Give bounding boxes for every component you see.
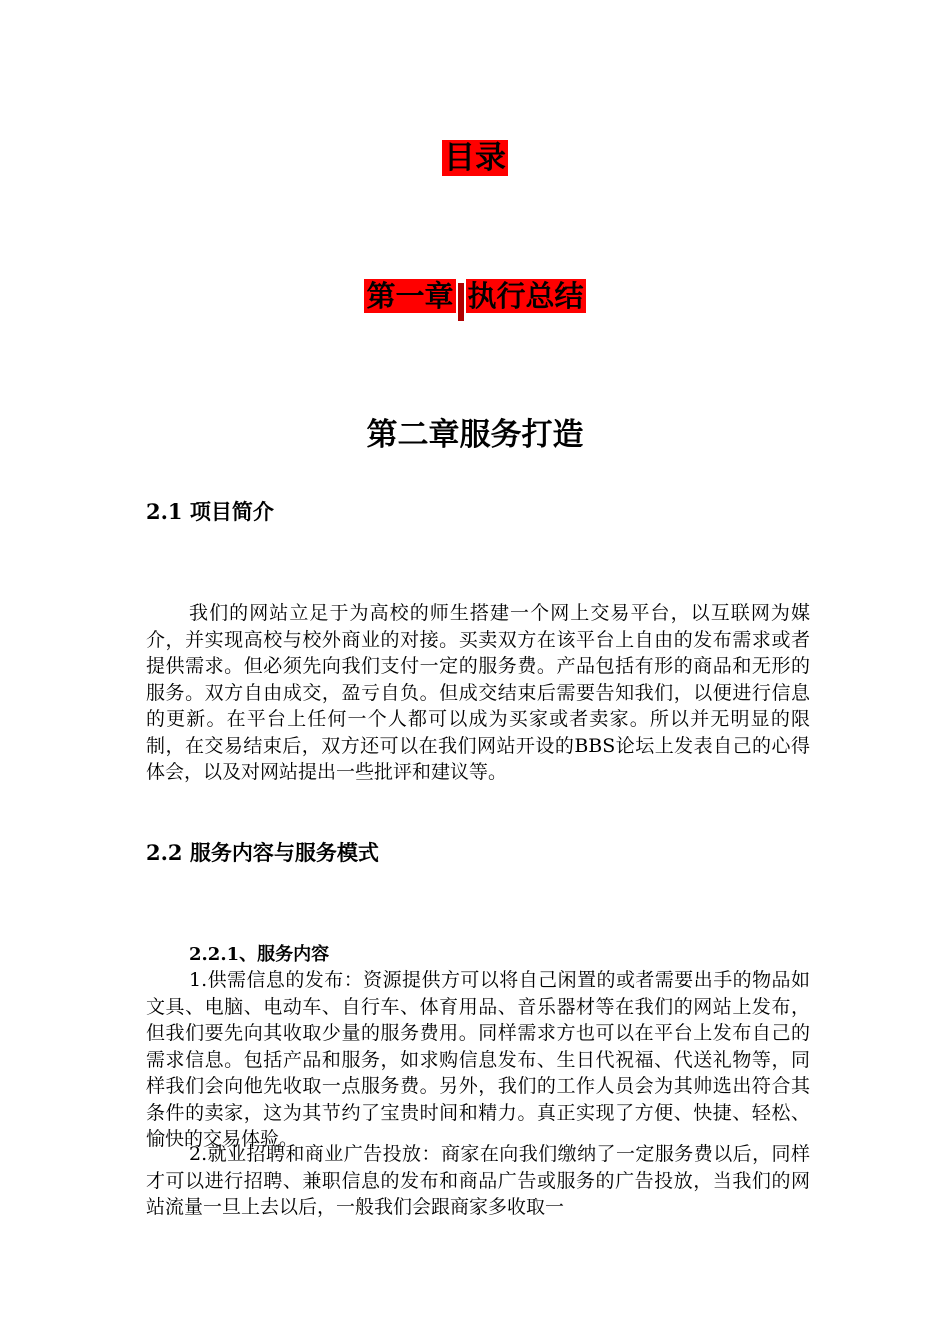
service-item-1-paragraph: 1.供需信息的发布：资源提供方可以将自己闲置的或者需要出手的物品如文具、电脑、电动车、自行车、体育用品、音乐器材等在我们的网站上发布，但我们要先向其收取少量的服务费用。同样需求方也可以在平台上发布自己的需求信息。包括产品和服务，如求购信息发布、生日代祝福、代送礼物等，同样我们会向他先收取一点服务费。另外，我们的工作人员会为其帅选出符合其条件的卖家，这为其节约了宝贵时间和精力。真正实现了方便、快捷、轻松、愉快的交易体验。 (146, 969, 810, 1150)
service-item-2-paragraph: 2.就业招聘和商业广告投放：商家在向我们缴纳了一定服务费以后，同样才可以进行招聘、兼职信息的发布和商品广告或服务的广告投放，当我们的网站流量一旦上去以后，一般我们会跟商家多收取一 (146, 1143, 810, 1218)
chapter2-heading: 第二章服务打造 (366, 417, 584, 453)
section-2-2-heading: 2.2 服务内容与服务模式 (146, 840, 379, 865)
chapter1-title: 执行总结 (467, 279, 584, 313)
chapter1-number: 第一章 (366, 279, 454, 313)
chapter1-heading (0, 276, 950, 321)
section-2-1-heading: 2.1 项目简介 (146, 499, 274, 524)
section-2-2-1-heading: 2.2.1、服务内容 (189, 944, 330, 965)
section-2-1-paragraph: 我们的网站立足于为高校的师生搭建一个网上交易平台，以互联网为媒介，并实现高校与校外商业的对接。买卖双方在该平台上自由的发布需求或者提供需求。但必须先向我们支付一定的服务费。产品包括有形的商品和无形的服务。双方自由成交，盈亏自负。但成交结束后需要告知我们，以便进行信息的更新。在平台上任何一个人都可以成为买家或者卖家。所以并无明显的限制，在交易结束后，双方还可以在我们网站开设的BBS论坛上发表自己的心得体会，以及对网站提出一些批评和建议等。 (146, 602, 810, 783)
toc-title-text: 目录 (444, 140, 506, 176)
chapter1-separator (458, 283, 464, 321)
toc-title (0, 138, 950, 178)
